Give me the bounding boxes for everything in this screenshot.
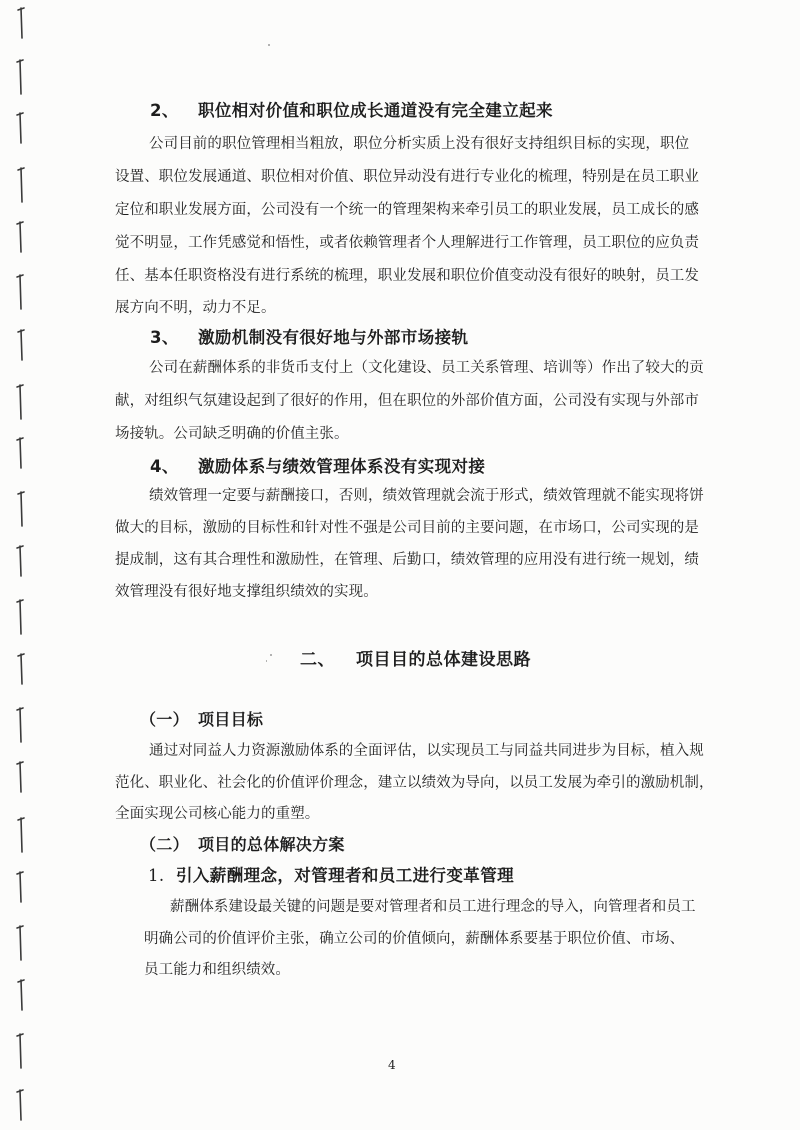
- item-1-line: 员工能力和组织绩效。: [144, 962, 290, 978]
- binding-mark: [17, 438, 23, 468]
- sub-1-line: 通过对同益人力资源激励体系的全面评估，以实现员工与同益共同进步为目标，植入规: [149, 743, 704, 759]
- section-2-line: 展方向不明，动力不足。: [115, 300, 276, 316]
- binding-mark: [18, 492, 24, 526]
- binding-mark: [17, 222, 23, 252]
- binding-mark: [17, 926, 23, 960]
- section-4-line: 绩效管理一定要与薪酬接口，否则，绩效管理就会流于形式，绩效管理就不能实现将饼: [149, 488, 704, 504]
- section-3-line: 献，对组织气氛建设起到了很好的作用，但在职位的外部价值方面，公司没有实现与外部市: [115, 393, 699, 409]
- sub-1-line: 全面实现公司核心能力的重塑。: [115, 806, 320, 822]
- section-2-line: 公司目前的职位管理相当粗放，职位分析实质上没有很好支持组织目标的实现，职位: [149, 136, 690, 152]
- section-4-heading: [150, 453, 485, 477]
- section-4-title: 激励体系与绩效管理体系没有实现对接: [198, 457, 486, 476]
- section-2-line: 定位和职业发展方面，公司没有一个统一的管理架构来牵引员工的职业发展，员工成长的感: [115, 202, 699, 218]
- section-3-line: 场接轨。公司缺乏明确的价值主张。: [115, 426, 349, 442]
- binding-mark: [17, 546, 23, 576]
- binding-mark: [18, 980, 24, 1010]
- sub-2-heading: [140, 832, 345, 855]
- section-3-title: 激励机制没有很好地与外部市场接轨: [198, 328, 469, 347]
- section-2-number: 2、: [150, 101, 179, 120]
- binding-mark: [17, 1090, 23, 1120]
- binding-mark: [17, 872, 23, 902]
- section-2-heading: [150, 97, 553, 121]
- chapter-number: 二、: [300, 650, 335, 670]
- binding-mark: [17, 275, 23, 309]
- binding-mark: [18, 818, 24, 852]
- binding-mark: [18, 330, 24, 360]
- sub-1-heading: [140, 707, 263, 730]
- sub-2-number: （二）: [140, 835, 189, 854]
- section-2-title: 职位相对价值和职位成长通道没有完全建立起来: [198, 101, 553, 120]
- section-3-heading: [150, 324, 468, 348]
- binding-marks: [0, 0, 40, 1130]
- sub-1-line: 范化、职业化、社会化的价值评价理念，建立以绩效为导向，以员工发展为牵引的激励机制，: [115, 775, 714, 791]
- item-1-line: 明确公司的价值评价主张，确立公司的价值倾向，薪酬体系要基于职位价值、市场、: [144, 931, 685, 947]
- scan-speck: [266, 660, 267, 662]
- section-2-line: 觉不明显，工作凭感觉和悟性，或者依赖管理者个人理解进行工作管理，员工职位的应负责: [115, 235, 699, 251]
- binding-mark: [17, 385, 23, 419]
- sub-1-number: （一）: [140, 710, 189, 729]
- item-1-line: 薪酬体系建设最关键的问题是要对管理者和员工进行理念的导入，向管理者和员工: [170, 899, 696, 915]
- binding-mark: [18, 168, 24, 202]
- section-4-line: 效管理没有很好地支撑组织绩效的实现。: [115, 584, 378, 600]
- section-4-line: 提成制，这有其合理性和激励性，在管理、后勤口，绩效管理的应用没有进行统一规划，绩: [115, 552, 699, 568]
- section-2-line: 任、基本任职资格没有进行系统的梳理，职业发展和职位价值变动没有很好的映射，员工发: [115, 268, 699, 284]
- section-3-number: 3、: [150, 328, 179, 347]
- binding-mark: [17, 708, 23, 742]
- sub-1-title: 项目目标: [198, 710, 264, 729]
- sub-2-title: 项目的总体解决方案: [198, 835, 345, 854]
- section-4-number: 4、: [150, 457, 179, 476]
- chapter-title: [300, 645, 531, 670]
- item-1-heading: [148, 862, 514, 886]
- scan-speck: [268, 44, 270, 46]
- binding-mark: [17, 762, 23, 792]
- binding-mark: [18, 8, 24, 38]
- binding-mark: [17, 600, 23, 634]
- binding-mark: [17, 113, 23, 143]
- binding-mark: [17, 1034, 23, 1068]
- binding-mark: [17, 60, 23, 94]
- item-1-title: 引入薪酬理念，对管理者和员工进行变革管理: [176, 866, 514, 885]
- page-number: 4: [388, 1058, 396, 1072]
- chapter-title-text: 项目目的总体建设思路: [356, 650, 531, 670]
- section-3-line: 公司在薪酬体系的非货币支付上（文化建设、员工关系管理、培训等）作出了较大的贡: [149, 360, 704, 376]
- section-2-line: 设置、职位发展通道、职位相对价值、职位异动没有进行专业化的梳理，特别是在员工职业: [115, 169, 699, 185]
- item-1-number: 1.: [148, 866, 165, 885]
- scan-speck: [270, 654, 272, 656]
- binding-strip: [0, 0, 40, 1130]
- binding-mark: [18, 654, 24, 684]
- section-4-line: 做大的目标，激励的目标性和针对性不强是公司目前的主要问题，在市场口，公司实现的是: [115, 520, 699, 536]
